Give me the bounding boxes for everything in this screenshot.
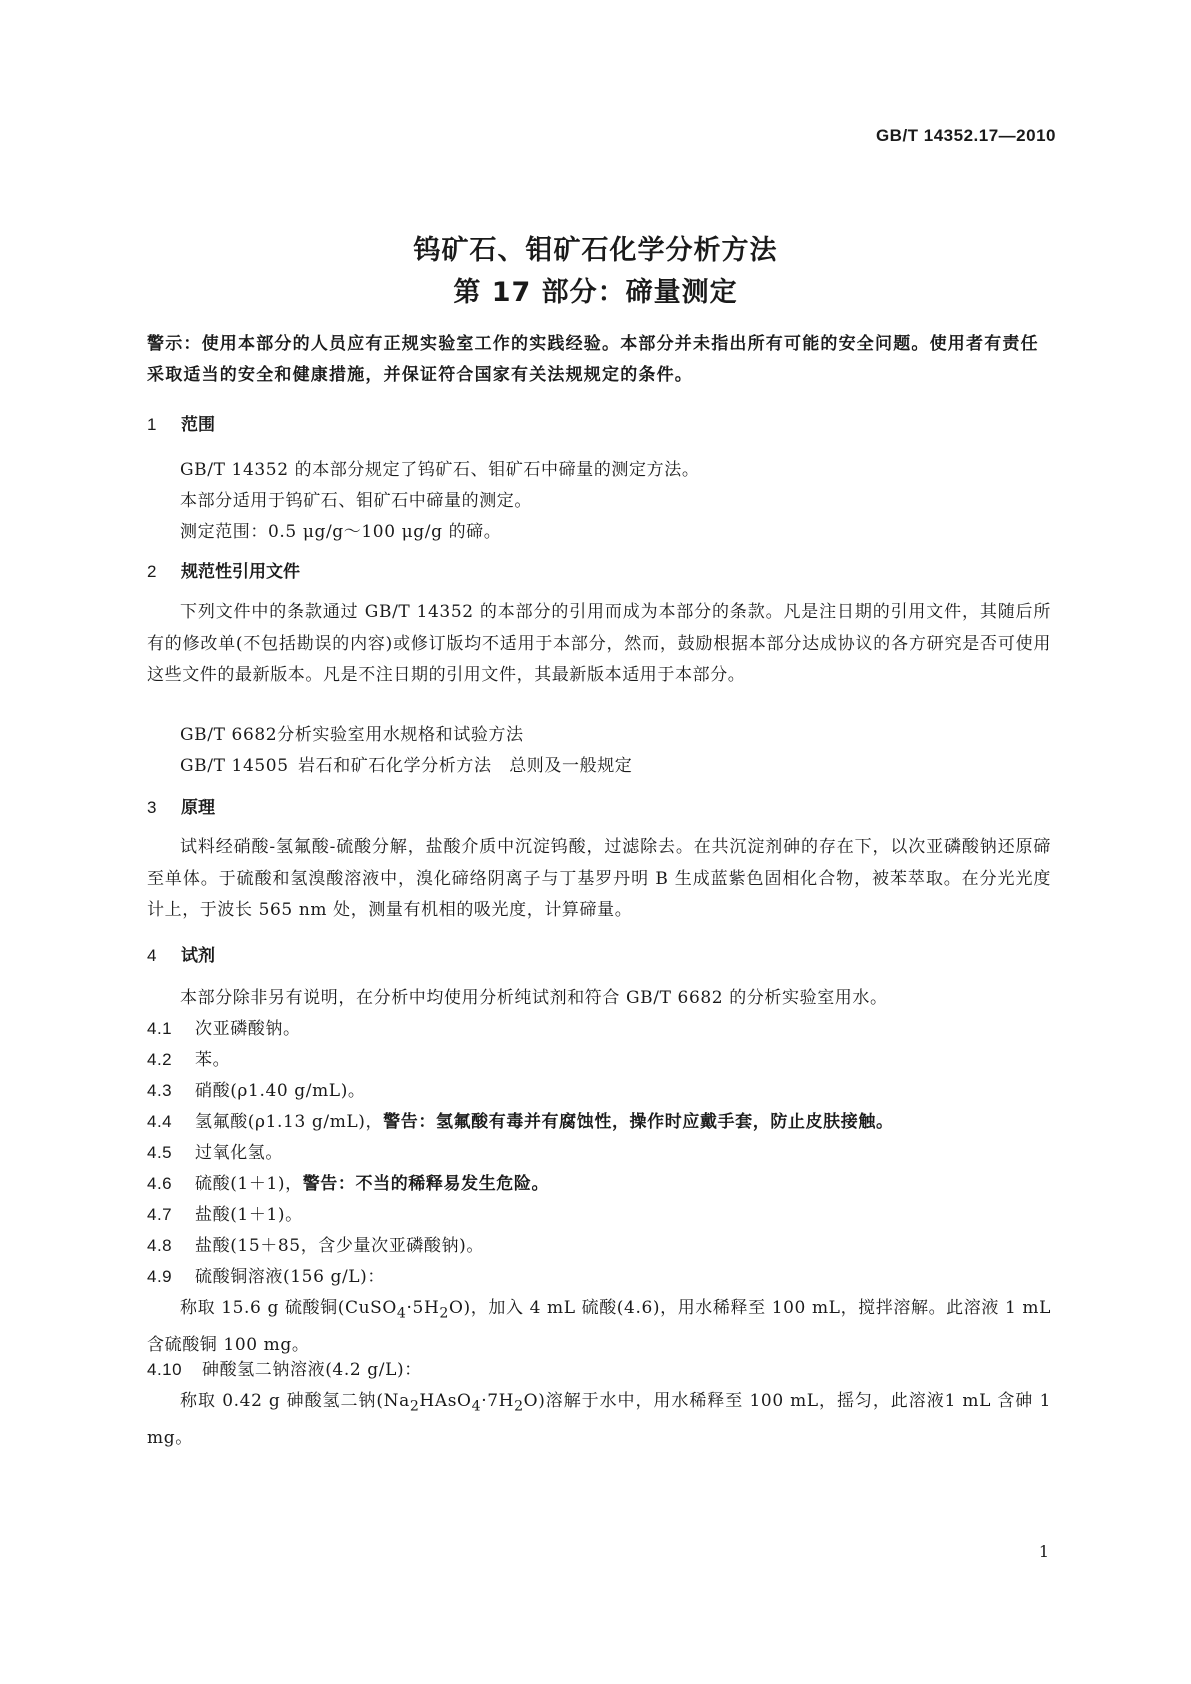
reagent-number: 4.4 (147, 1112, 173, 1131)
reagent-warning: 警告：不当的稀释易发生危险。 (302, 1174, 550, 1194)
reagent-number: 4.9 (147, 1267, 173, 1286)
sodium-arsenate-preparation: 称取 0.42 g 砷酸氢二钠$(Na_2HAsO_4\cdot 7H_2O)$溶解于水中，用水稀释至 100 mL，摇匀，此溶液1 mL 含砷 1 mg。 (147, 1391, 1051, 1448)
reagent-text: 硫酸铜溶液(156 g/L)： (195, 1267, 386, 1287)
reagent-item (147, 1200, 303, 1225)
safety-warning: 警示：使用本部分的人员应有正规实验室工作的实践经验。本部分并未指出所有可能的安全问题。使用者有责任采取适当的安全和健康措施，并保证符合国家有关法规规定的条件。 (147, 334, 1039, 385)
document-title-line1: 钨矿石、钼矿石化学分析方法 (413, 235, 778, 266)
reagent-text: 过氧化氢。 (195, 1143, 283, 1163)
scope-line: 测定范围：0.5 μg/g～100 μg/g 的碲。 (180, 522, 502, 542)
reagent-number: 4.8 (147, 1236, 173, 1255)
section-title: 试剂 (181, 946, 215, 966)
reagent-item (147, 1014, 301, 1039)
reagent-number: 4.10 (147, 1360, 183, 1379)
section-heading-reagents (147, 941, 215, 966)
reagent-item (147, 1076, 366, 1101)
reference-title: 分析实验室用水规格和试验方法 (277, 725, 524, 745)
page-number: 1 (1038, 1542, 1049, 1561)
reagent-number: 4.1 (147, 1019, 173, 1038)
section-number: 4 (147, 946, 157, 965)
section-title: 原理 (181, 798, 215, 818)
reagent-number: 4.7 (147, 1205, 173, 1224)
reagent-item (147, 1138, 283, 1163)
section-title: 范围 (181, 415, 215, 435)
reagent-text: 砷酸氢二钠溶液(4.2 g/L)： (202, 1360, 422, 1380)
reference-code: GB/T 6682 (180, 725, 278, 745)
references-paragraph: 下列文件中的条款通过 GB/T 14352 的本部分的引用而成为本部分的条款。凡是注日期的引用文件，其随后所有的修改单(不包括勘误的内容)或修订版均不适用于本部分，然而，鼓励根据本部分达成协议的各方研究是否可使用这些文件的最新版本。凡是不注日期的引用文件，其最新版本适用于本部分。 (147, 602, 1051, 685)
reagent-warning: 警告：氢氟酸有毒并有腐蚀性，操作时应戴手套，防止皮肤接触。 (383, 1112, 894, 1132)
reagents-intro: 本部分除非另有说明，在分析中均使用分析纯试剂和符合 GB/T 6682 的分析实验室用水。 (180, 988, 888, 1008)
section-heading-scope (147, 410, 215, 435)
reference-code: GB/T 14505 (180, 756, 289, 776)
reagent-item (147, 1231, 484, 1256)
reagent-number: 4.5 (147, 1143, 173, 1162)
reference-entry (180, 751, 632, 776)
standard-code: GB/T 14352.17—2010 (875, 126, 1056, 145)
reagent-item (147, 1045, 230, 1070)
section-heading-normative-references (147, 557, 300, 582)
principle-paragraph: 试料经硝酸-氢氟酸-硫酸分解，盐酸介质中沉淀钨酸，过滤除去。在共沉淀剂砷的存在下，以次亚磷酸钠还原碲至单体。于硫酸和氢溴酸溶液中，溴化碲络阴离子与丁基罗丹明 B 生成蓝紫色固相化合物，被苯萃取。在分光光度计上，于波长 565 nm 处，测量有机相的吸光度，计算碲量。 (147, 837, 1051, 920)
reagent-item (147, 1355, 422, 1380)
reagent-text: 盐酸(1＋1)。 (195, 1205, 303, 1225)
reagent-number: 4.3 (147, 1081, 173, 1100)
copper-sulfate-preparation: 称取 15.6 g 硫酸铜$(CuSO_4\cdot 5H_2O)$，加入 4 mL 硫酸(4.6)，用水稀释至 100 mL，搅拌溶解。此溶液 1 mL 含硫酸铜 100 mg。 (147, 1298, 1052, 1355)
scope-line: 本部分适用于钨矿石、钼矿石中碲量的测定。 (180, 491, 532, 511)
document-title-line2: 第 17 部分：碲量测定 (453, 277, 738, 308)
scope-line: GB/T 14352 的本部分规定了钨矿石、钼矿石中碲量的测定方法。 (180, 460, 700, 480)
section-number: 3 (147, 798, 157, 817)
section-heading-principle (147, 793, 215, 818)
reagent-text: 次亚磷酸钠。 (195, 1019, 301, 1039)
reagent-number: 4.2 (147, 1050, 173, 1069)
section-title: 规范性引用文件 (181, 562, 300, 582)
reference-entry (180, 720, 524, 745)
reference-title: 岩石和矿石化学分析方法 总则及一般规定 (298, 756, 633, 776)
reagent-text: 苯。 (195, 1050, 231, 1070)
reagent-text: 硫酸(1＋1)， (195, 1174, 303, 1194)
reagent-text: 盐酸(15＋85，含少量次亚磷酸钠)。 (195, 1236, 484, 1256)
reagent-item (147, 1107, 894, 1132)
reagent-number: 4.6 (147, 1174, 173, 1193)
reagent-text: 硝酸(ρ1.40 g/mL)。 (195, 1081, 366, 1101)
section-number: 1 (147, 415, 157, 434)
section-number: 2 (147, 562, 157, 581)
reagent-item (147, 1169, 549, 1194)
reagent-item (147, 1262, 385, 1287)
reagent-text: 氢氟酸(ρ1.13 g/mL)， (195, 1112, 384, 1132)
